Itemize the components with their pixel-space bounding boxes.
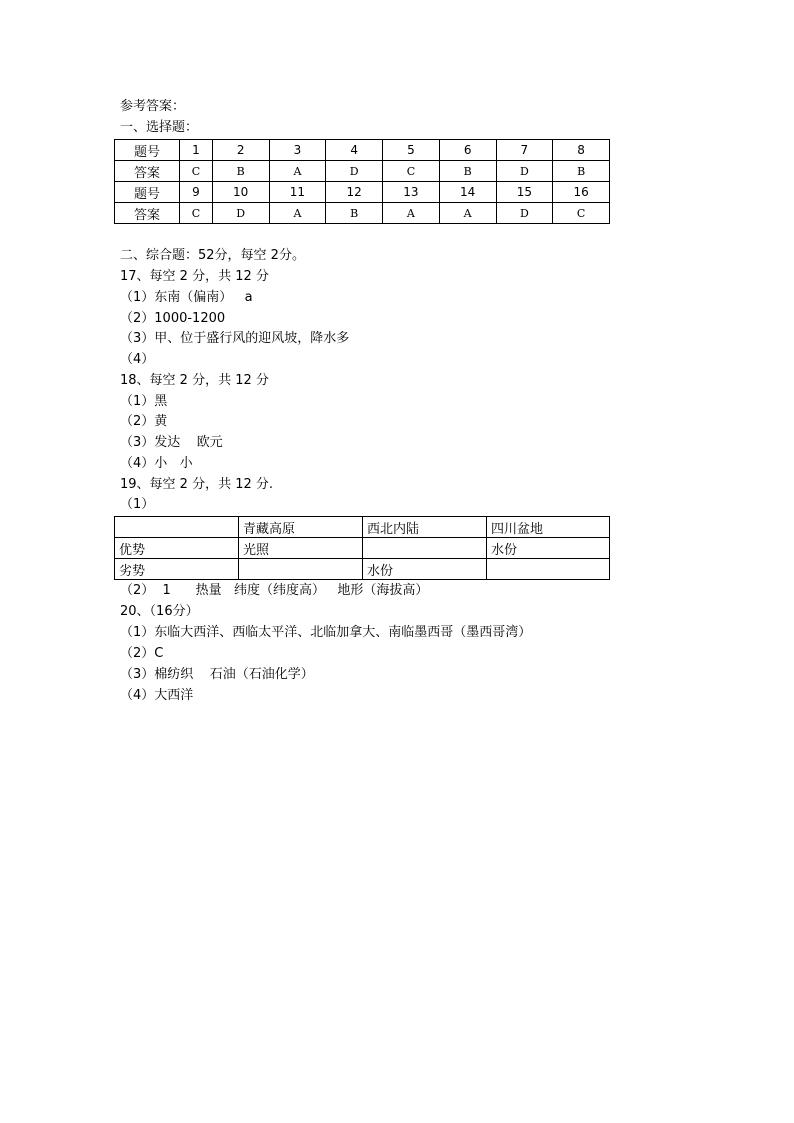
question-number-cell: 15 <box>496 182 553 203</box>
table-row <box>115 140 610 161</box>
q20-answer-2: （2）C <box>120 646 164 661</box>
q19-table-cell: 青藏高原 <box>239 517 363 538</box>
q19-part1-label: （1） <box>120 497 155 512</box>
q19-table-cell: 水份 <box>363 559 487 580</box>
q19-advantage-table <box>114 516 610 580</box>
answer-cell: A <box>269 203 326 224</box>
question-number-cell: 4 <box>326 140 383 161</box>
answer-cell: B <box>326 203 383 224</box>
q17-answer-4: （4） <box>120 352 155 367</box>
answer-cell: D <box>212 203 269 224</box>
question-number-cell: 2 <box>212 140 269 161</box>
table-row <box>115 161 610 182</box>
question-number-cell: 3 <box>269 140 326 161</box>
q18-answer-1: （1）黑 <box>120 394 168 409</box>
q20-answer-4: （4）大西洋 <box>120 688 194 703</box>
question-number-cell: 7 <box>496 140 553 161</box>
answer-cell: B <box>553 161 610 182</box>
question-number-cell: 6 <box>439 140 496 161</box>
answer-cell: C <box>553 203 610 224</box>
answer-cell: C <box>180 203 213 224</box>
table-row <box>115 203 610 224</box>
question-number-cell: 8 <box>553 140 610 161</box>
q19-table-row <box>115 559 610 580</box>
answer-cell: C <box>180 161 213 182</box>
q19-table-cell <box>239 559 363 580</box>
q19-table-cell <box>363 538 487 559</box>
question-number-cell: 16 <box>553 182 610 203</box>
question-number-cell: 9 <box>180 182 213 203</box>
table-row <box>115 182 610 203</box>
row-header-cell: 答案 <box>115 161 180 182</box>
answer-cell: D <box>496 161 553 182</box>
q19-heading: 19、每空 2 分，共 12 分. <box>120 477 274 492</box>
answer-cell: B <box>439 161 496 182</box>
row-header-cell: 题号 <box>115 140 180 161</box>
q17-heading: 17、每空 2 分，共 12 分 <box>120 269 269 284</box>
row-header-cell: 题号 <box>115 182 180 203</box>
question-number-cell: 10 <box>212 182 269 203</box>
q20-heading: 20、（16分） <box>120 604 199 619</box>
q19-table-cell: 优势 <box>115 538 239 559</box>
q19-table-cell: 水份 <box>487 538 610 559</box>
question-number-cell: 5 <box>383 140 440 161</box>
q17-answer-2: （2）1000-1200 <box>120 311 226 326</box>
q17-answer-3: （3）甲、位于盛行风的迎风坡，降水多 <box>120 331 350 346</box>
q19-table-cell: 西北内陆 <box>363 517 487 538</box>
q19-table-cell <box>487 559 610 580</box>
answer-cell: D <box>496 203 553 224</box>
answer-cell: A <box>383 203 440 224</box>
question-number-cell: 12 <box>326 182 383 203</box>
q18-answer-3: （3）发达 欧元 <box>120 435 223 450</box>
q19-part2-answer: （2） 1 热量 纬度（纬度高） 地形（海拔高） <box>120 583 429 598</box>
section-comprehensive-heading: 二、综合题：52分，每空 2分。 <box>120 248 305 263</box>
question-number-cell: 1 <box>180 140 213 161</box>
answer-key-title: 参考答案： <box>120 99 186 114</box>
question-number-cell: 11 <box>269 182 326 203</box>
q19-table-cell: 四川盆地 <box>487 517 610 538</box>
q18-answer-2: （2）黄 <box>120 414 168 429</box>
row-header-cell: 答案 <box>115 203 180 224</box>
q17-answer-1: （1）东南（偏南） a <box>120 290 253 305</box>
answer-cell: A <box>269 161 326 182</box>
multiple-choice-answer-table <box>114 139 610 224</box>
question-number-cell: 13 <box>383 182 440 203</box>
q20-answer-3: （3）棉纺织 石油（石油化学） <box>120 667 314 682</box>
q18-heading: 18、每空 2 分，共 12 分 <box>120 373 269 388</box>
answer-cell: A <box>439 203 496 224</box>
q19-table-cell <box>115 517 239 538</box>
section-multiple-choice-heading: 一、选择题： <box>120 120 199 135</box>
answer-cell: C <box>383 161 440 182</box>
q19-table-row <box>115 538 610 559</box>
question-number-cell: 14 <box>439 182 496 203</box>
q19-table-header-row <box>115 517 610 538</box>
q20-answer-1: （1）东临大西洋、西临太平洋、北临加拿大、南临墨西哥（墨西哥湾） <box>120 625 532 640</box>
answer-cell: D <box>326 161 383 182</box>
q19-table-cell: 劣势 <box>115 559 239 580</box>
q18-answer-4: （4）小 小 <box>120 456 193 471</box>
q19-table-cell: 光照 <box>239 538 363 559</box>
answer-cell: B <box>212 161 269 182</box>
